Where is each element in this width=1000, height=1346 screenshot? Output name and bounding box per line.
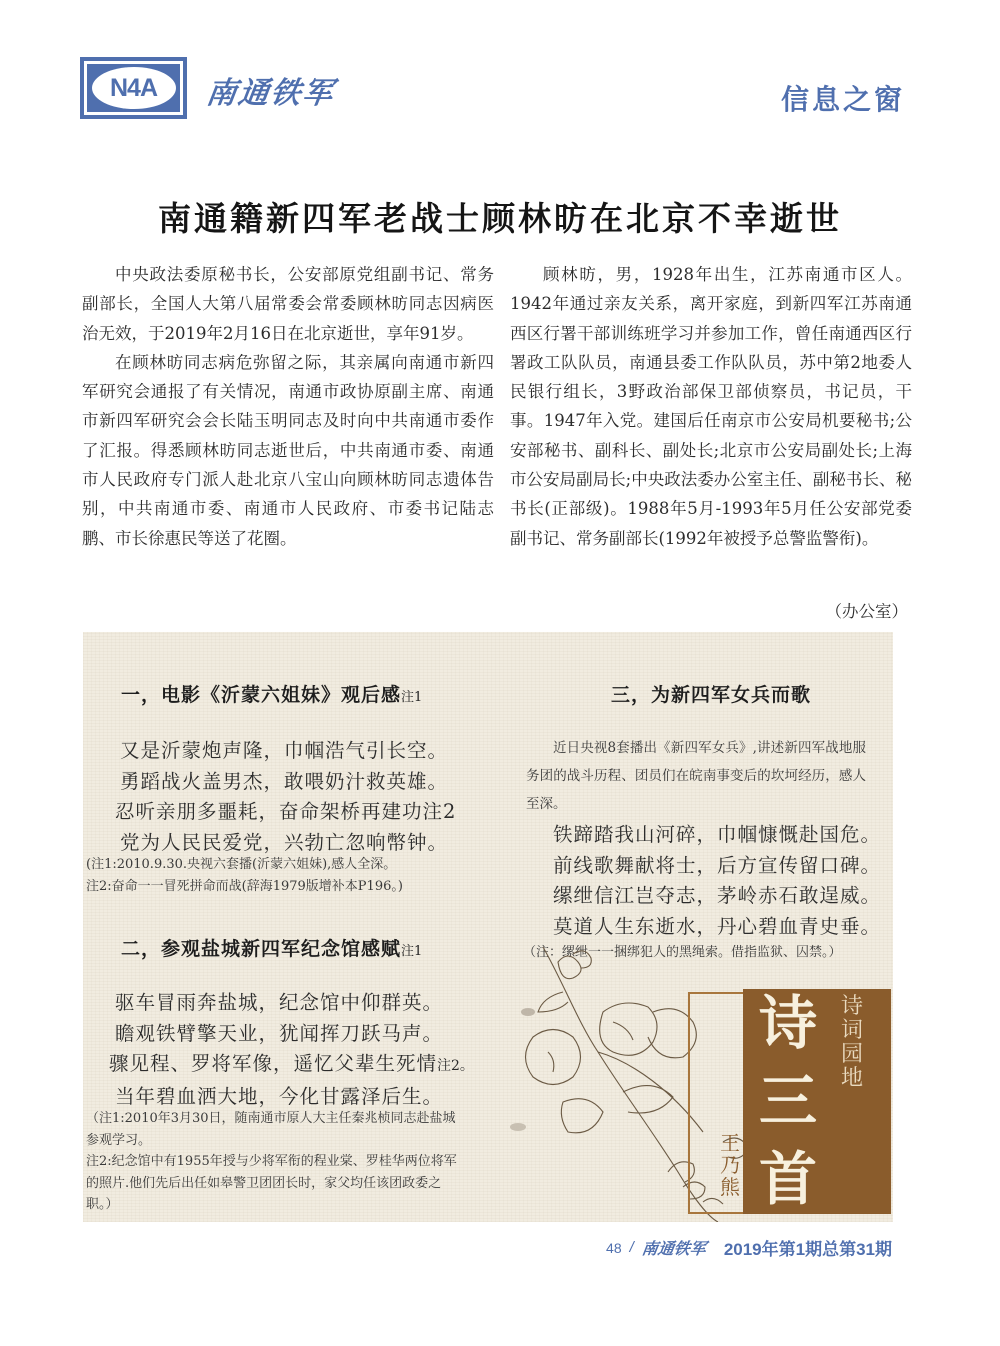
article-paragraph: 顾林昉，男，1928年出生，江苏南通市区人。1942年通过亲友关系，离开家庭，到新四军江苏南通西区行署干部训练班学习并参加工作，曾任南通西区行署政工队队员，南通县委工作队队员，苏中第2地委人民银行组长，3野政治部保卫部侦察员，书记员，干事。1947年入党。建国后任南京市公安局机要秘书;公安部秘书、副科长、副处长;北京市公安局副处长;上海市公安局副局长;中央政法委办公室主任、副秘书长、秘书长(正部级)。1988年5月-1993年5月任公安部党委副书记、常务副部长(1992年被授予总警监警衔)。 [510, 265, 912, 548]
footnote: (注1:2010.9.30.央视六套播(沂蒙六姐妹),感人全深。 [86, 857, 397, 872]
verse-line: 驱车冒雨奔盐城，纪念馆中仰群英。 [115, 991, 444, 1014]
footnote: （注：缧绁一一捆绑犯人的黑绳索。借指监狱、囚禁。） [523, 945, 842, 960]
page-number: 48 [606, 1239, 622, 1256]
article-title: 南通籍新四军老战士顾林昉在北京不幸逝世 [158, 199, 842, 238]
poem-author: 王乃熊 [720, 1131, 740, 1199]
badge-char: 三 [758, 1067, 817, 1135]
verse-line: 勇蹈战火盖男杰，敢喂奶汁救英雄。 [120, 769, 449, 793]
note-marker: 注1 [401, 944, 423, 959]
article-paragraph: 中央政法委原秘书长，公安部原党组副书记、常务副部长，全国人大第八届常委会常委顾林昉同志因病医治无效，于2019年2月16日在北京逝世，享年91岁。 [82, 265, 494, 343]
verse-line: 当年碧血洒大地，今化甘露泽后生。 [115, 1084, 444, 1108]
verse-line: 莫道人生东逝水，丹心碧血青史垂。 [553, 914, 882, 938]
poetry-panel [83, 632, 893, 1222]
note-marker: 注2。 [437, 1058, 474, 1074]
footer-brand: 南通铁军 [640, 1239, 708, 1258]
verse-line: 前线歌舞献将士，后方宣传留口碑。 [553, 853, 882, 877]
article-column-left [82, 260, 494, 553]
footnote: 注2:奋命一一冒死拼命而战(辞海1979版增补本P196。) [86, 878, 403, 894]
verse-line: 骤见程、罗将军像，遥忆父辈生死情注2。 [109, 1052, 474, 1075]
badge-char: 诗 [758, 989, 817, 1057]
verse-line: 忍听亲朋多噩耗，奋命架桥再建功注2 [115, 800, 457, 823]
poem1-title: 一，电影《沂蒙六姐妹》观后感注1 [121, 684, 423, 706]
verse-line: 瞻观铁臂擎天业，犹闻挥刀跃马声。 [115, 1021, 444, 1045]
logo-text: N4A [92, 67, 176, 109]
verse-line: 又是沂蒙炮声隆，巾帼浩气引长空。 [120, 739, 449, 762]
poem1-notes [86, 854, 456, 897]
poem2-verse [109, 988, 474, 1112]
poem3-title: 三，为新四军女兵而歌 [611, 684, 812, 706]
magazine-brand: 南通铁军 [204, 76, 337, 111]
poem2-title: 二，参观盐城新四军纪念馆感赋注1 [121, 938, 423, 960]
section-name: 信息之窗 [780, 83, 905, 116]
badge-char: 首 [758, 1145, 817, 1213]
verse-line: 缧绁信江岂夺志，茅岭赤石敢逞威。 [553, 884, 882, 907]
poem1-verse [115, 736, 457, 858]
footnote: 注2:纪念馆中有1955年授与少将军衔的程业棠、罗桂华两位将军的照片.他们先后出任如皋警卫团团长时，家父均任该团政委之职。） [86, 1154, 457, 1212]
poem3-verse [553, 820, 881, 942]
n4a-logo [80, 57, 187, 119]
column-badge [743, 989, 891, 1214]
article-byline: （办公室） [825, 602, 908, 621]
verse-line: 铁蹄踏我山河碎，巾帼慷慨赴国危。 [553, 823, 882, 846]
footer-separator: / [629, 1239, 634, 1256]
page-footer [606, 1235, 892, 1260]
column-name: 诗词园地 [840, 994, 863, 1091]
poem3-intro: 近日央视8套播出《新四军女兵》,讲述新四军战地服务团的战斗历程、团员们在皖南事变后的坎坷经历，感人至深。 [526, 740, 866, 812]
note-marker: 注1 [401, 690, 423, 705]
issue-number: 2019年第1期总第31期 [723, 1240, 892, 1259]
article-paragraph: 在顾林昉同志病危弥留之际，其亲属向南通市新四军研究会通报了有关情况，南通市政协原副主席、南通市新四军研究会会长陆玉明同志及时向中共南通市委作了汇报。得悉顾林昉同志逝世后，中共南通市委、南通市人民政府专门派人赴北京八宝山向顾林昉同志遗体告别，中共南通市委、南通市人民政府、市委书记陆志鹏、市长徐惠民等送了花圈。 [82, 352, 494, 548]
verse-line: 党为人民民爱党，兴勃亡忽响幣钟。 [120, 830, 449, 854]
footnote: （注1:2010年3月30日，随南通市原人大主任秦兆桢同志赴盐城参观学习。 [86, 1111, 456, 1148]
poem2-notes [86, 1108, 458, 1216]
article-column-right [510, 260, 912, 553]
page-header [0, 0, 1000, 130]
